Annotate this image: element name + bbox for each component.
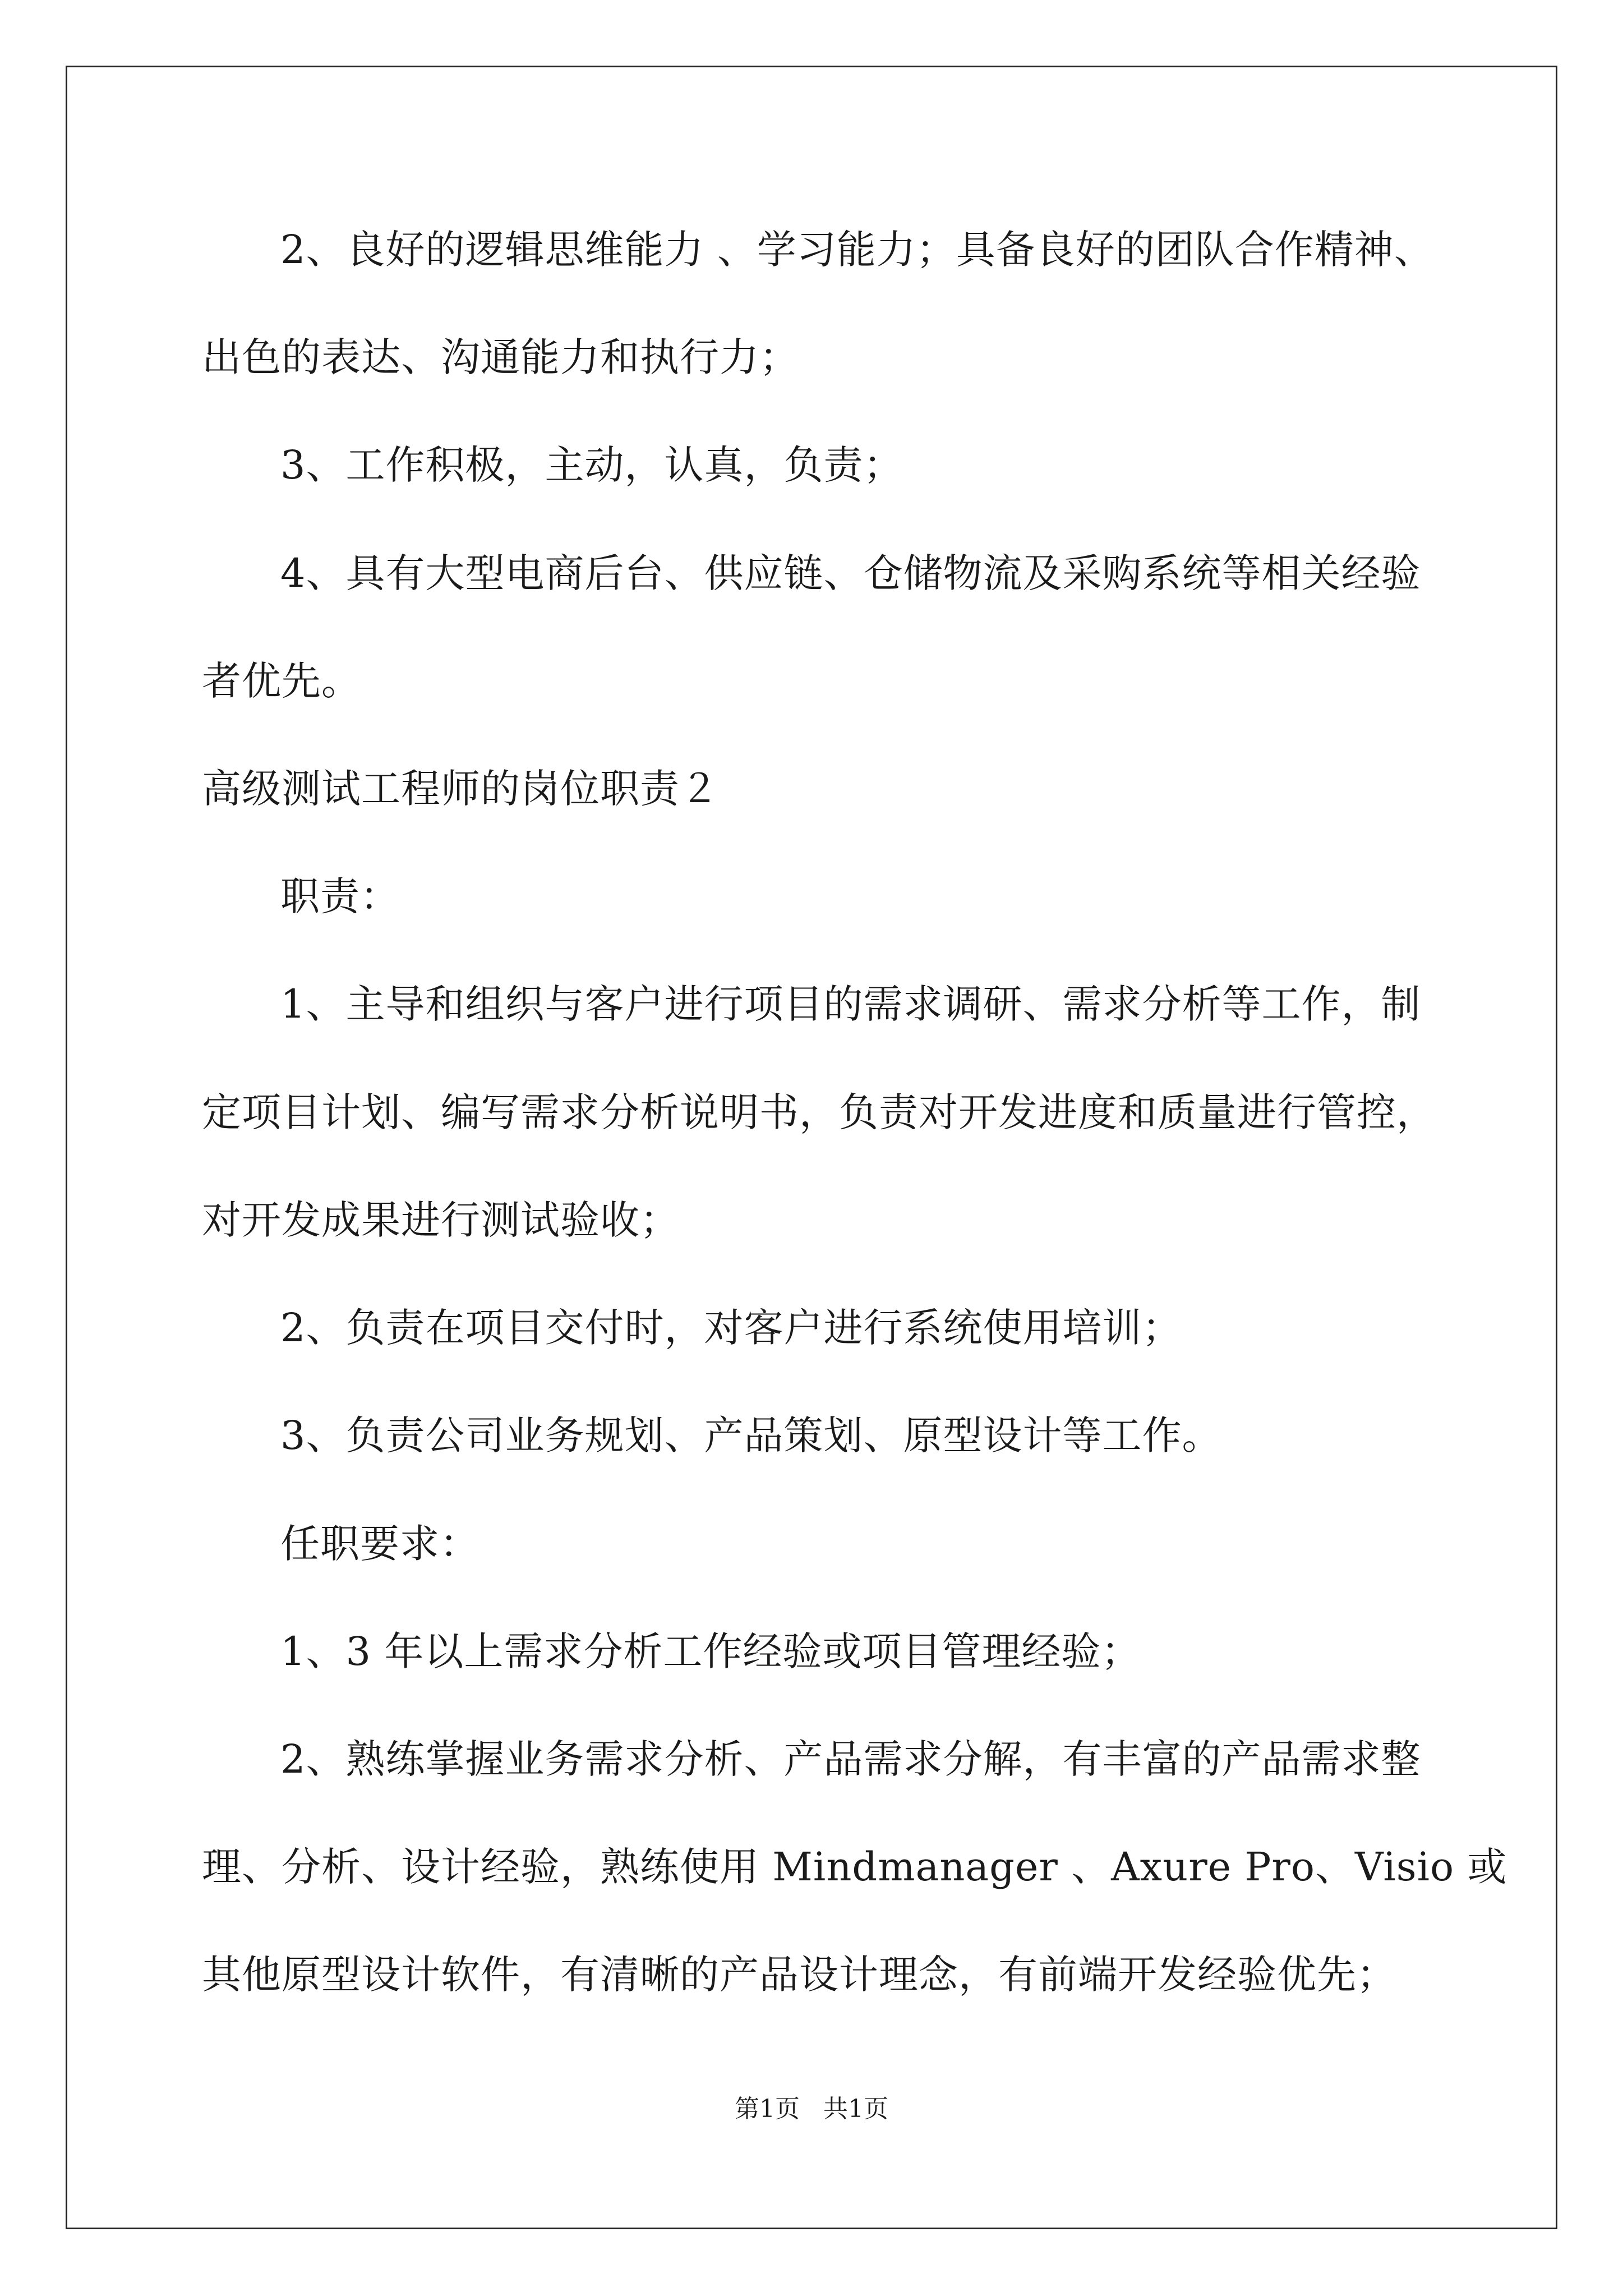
- text-line: 定项目计划、编写需求分析说明书，负责对开发进度和质量进行管控，: [202, 1089, 1436, 1135]
- text-line: 出色的表达、沟通能力和执行力；: [202, 334, 799, 380]
- page-footer: 第1页 共1页: [735, 2095, 888, 2123]
- text-line: 4、具有大型电商后台、供应链、仓储物流及采购系统等相关经验: [280, 550, 1421, 596]
- section-heading: 高级测试工程师的岗位职责２: [202, 766, 720, 812]
- text-line: 2、负责在项目交付时，对客户进行系统使用培训；: [280, 1305, 1182, 1351]
- page-border: [66, 66, 1557, 2229]
- text-line: 1、3 年以上需求分析工作经验或项目管理经验；: [280, 1628, 1141, 1674]
- text-line: 其他原型设计软件，有清晰的产品设计理念，有前端开发经验优先；: [202, 1952, 1396, 1998]
- text-line: 3、工作积极，主动，认真，负责；: [280, 442, 903, 488]
- text-line: 者优先。: [202, 658, 361, 704]
- text-line: 任职要求：: [280, 1521, 479, 1567]
- text-line: 理、分析、设计经验，熟练使用 Mindmanager 、Axure Pro、Visio 或: [202, 1844, 1507, 1890]
- text-line: 1、主导和组织与客户进行项目的需求调研、需求分析等工作，制: [280, 981, 1421, 1027]
- text-line: 3、负责公司业务规划、产品策划、原型设计等工作。: [280, 1412, 1222, 1458]
- text-line: 对开发成果进行测试验收；: [202, 1197, 680, 1243]
- text-line: 2、良好的逻辑思维能力 、学习能力；具备良好的团队合作精神、: [280, 227, 1434, 273]
- text-line: 职责：: [280, 873, 400, 919]
- text-line: 2、熟练掌握业务需求分析、产品需求分解，有丰富的产品需求整: [280, 1736, 1421, 1782]
